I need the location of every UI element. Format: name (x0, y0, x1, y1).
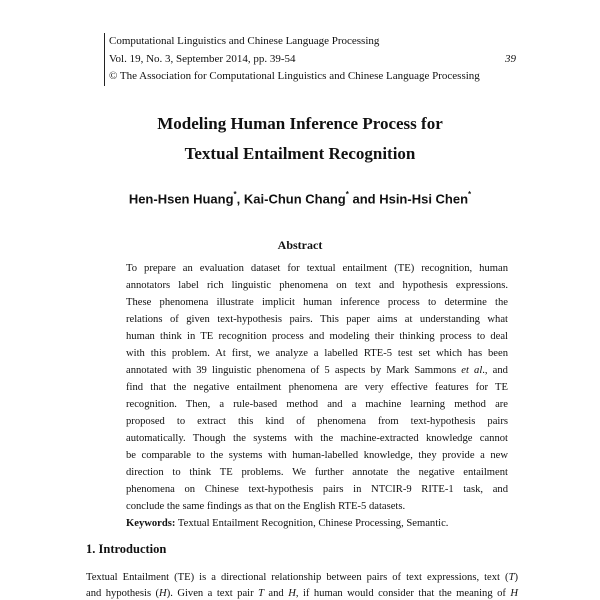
paper-title-line-2: Textual Entailment Recognition (184, 144, 416, 163)
body-text: ) (514, 572, 518, 583)
author-name: Hsin-Hsi Chen (379, 191, 469, 207)
abstract-line: recognition. Then, a rule-based method and a machine learning method are (126, 399, 508, 410)
author-separator: and (348, 191, 380, 207)
body-line (86, 588, 518, 599)
citation-et-al: et al (461, 365, 483, 376)
abstract-line: phenomena on Chinese text-hypothesis pairs in NTCIR-9 RITE-1 task, and (126, 484, 508, 495)
paper-title-line-1: Modeling Human Inference Process for (157, 114, 443, 133)
abstract-line-citation (126, 364, 508, 378)
page-number: 39 (505, 52, 516, 65)
abstract-line: human think in TE recognition process and modeling their thinking process to deal (126, 331, 508, 342)
abstract-line: be comparable to the systems with human-labelled knowledge, they provide a new (126, 450, 508, 461)
body-text: ). Given a text pair (166, 588, 259, 599)
copyright-line (109, 68, 520, 86)
author-name: Kai-Chun Chang (243, 191, 346, 207)
abstract-line: proposed to extract this kind of phenomena from text-hypothesis pairs (126, 416, 508, 427)
abstract-line: conclude the same findings as that on the English RTE-5 datasets. (126, 501, 406, 512)
symbol-H: H (159, 588, 167, 599)
journal-name (109, 33, 520, 51)
symbol-T: T (508, 572, 515, 583)
abstract-line: with this problem. At first, we analyze a labelled RTE-5 test set which has been (126, 348, 508, 359)
citation-tail: ., and (482, 365, 508, 376)
journal-header (104, 33, 520, 86)
abstract-line: find that the negative entailment phenomena are very effective features for TE (126, 382, 508, 393)
author-name: Hen-Hsen Huang (128, 191, 234, 207)
keywords-label: Keywords: (126, 518, 176, 529)
body-text: , if human would consider that the meaning of (295, 588, 511, 599)
copyright-text: © The Association for Computational Linguistics and Chinese Language Processing (109, 70, 480, 82)
abstract-heading: Abstract (277, 238, 323, 252)
volume-line (109, 51, 520, 69)
symbol-T: T (258, 588, 264, 599)
affiliation-mark: * (468, 190, 472, 199)
body-text: and (263, 588, 289, 599)
symbol-H: H (288, 588, 296, 599)
journal-name-text: Computational Linguistics and Chinese Language Processing (109, 35, 380, 47)
section-heading-introduction: 1. Introduction (86, 542, 167, 556)
keywords (126, 518, 448, 529)
abstract-line: annotators label rich linguistic phenomena on text and hypothesis expressions. (126, 280, 508, 291)
volume-info: Vol. 19, No. 3, September 2014, pp. 39-54 (109, 52, 296, 65)
abstract-line: relations of given text-hypothesis pairs. This paper aims at understanding what (126, 314, 508, 325)
author-separator: , (236, 191, 244, 207)
body-text: and hypothesis ( (86, 588, 160, 599)
keywords-text: Textual Entailment Recognition, Chinese Processing, Semantic. (177, 518, 449, 529)
symbol-H: H (510, 588, 518, 599)
abstract-line: To prepare an evaluation dataset for textual entailment (TE) recognition, human (126, 263, 508, 274)
abstract-line: automatically. Though the systems with the machine-extracted knowledge cannot (126, 433, 508, 444)
body-line (86, 572, 518, 583)
abstract-line: These phenomena illustrate implicit human inference process to determine the (126, 297, 508, 308)
body-text: Textual Entailment (TE) is a directional relationship between pairs of text expressions, text ( (86, 572, 509, 583)
affiliation-mark: * (233, 190, 237, 199)
author-list (0, 191, 600, 206)
abstract-line-text: annotated with 39 linguistic phenomena of 5 aspects by Mark Sammons (126, 365, 457, 376)
affiliation-mark: * (345, 190, 349, 199)
abstract-line: direction to think TE problems. We further annotate the negative entailment (126, 467, 508, 478)
